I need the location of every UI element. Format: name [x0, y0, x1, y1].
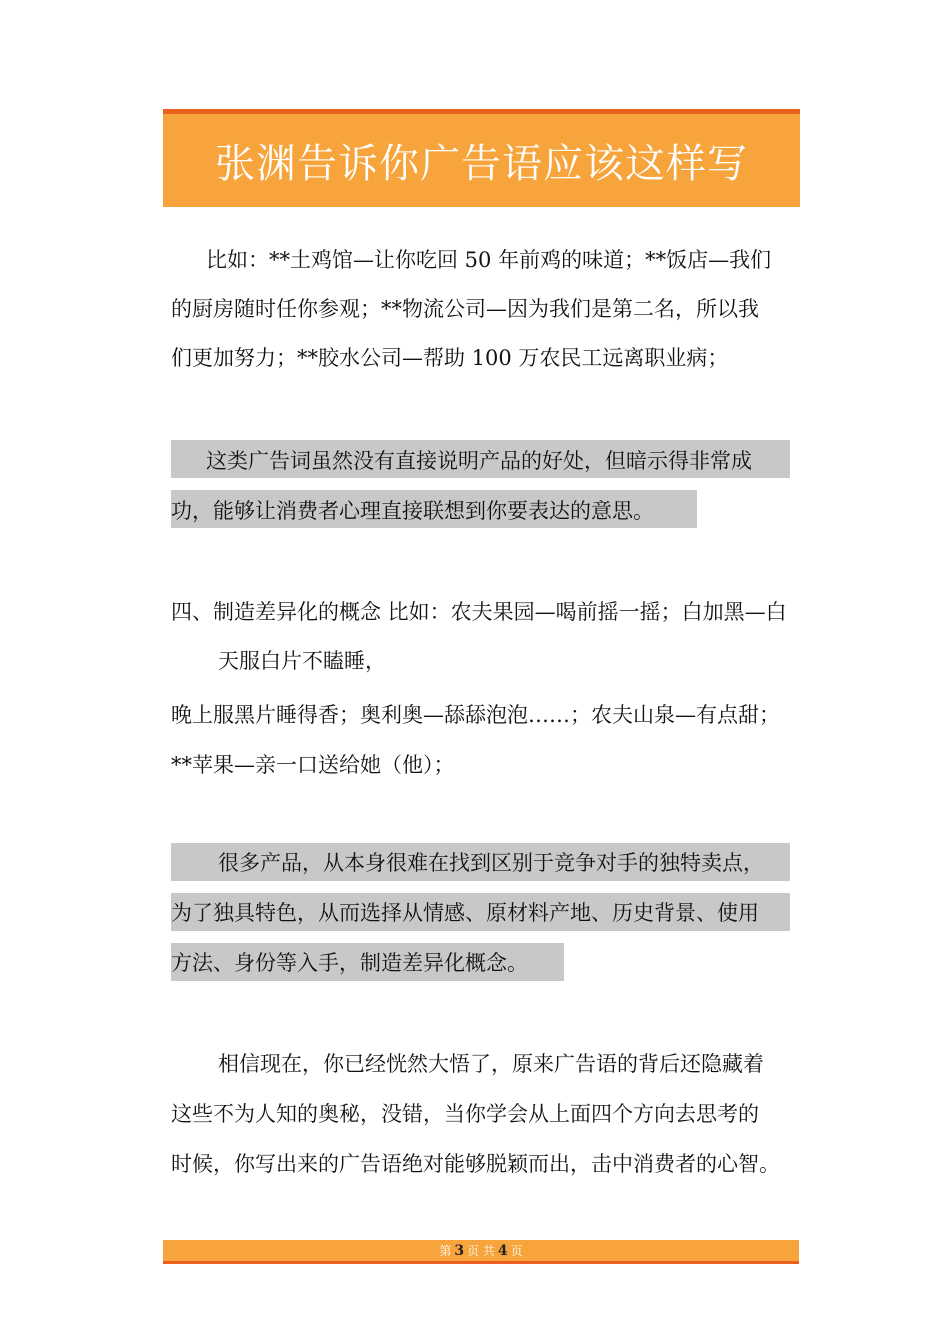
total-pages-number: 4	[497, 1242, 508, 1259]
paragraph-line: 比如：**土鸡馆—让你吃回 50 年前鸡的味道；**饭店—我们	[206, 248, 772, 272]
footer-suffix: 页	[510, 1244, 523, 1258]
title-banner	[163, 109, 800, 207]
paragraph-line: 相信现在，你已经恍然大悟了，原来广告语的背后还隐藏着	[218, 1052, 764, 1076]
paragraph-line: 们更加努力；**胶水公司—帮助 100 万农民工远离职业病；	[171, 346, 729, 370]
paragraph-line: 这些不为人知的奥秘，没错，当你学会从上面四个方向去思考的	[171, 1102, 759, 1126]
page-footer	[163, 1240, 799, 1264]
paragraph-line: **苹果—亲一口送给她（他）；	[171, 753, 455, 777]
highlighted-line: 很多产品，从本身很难在找到区别于竞争对手的独特卖点，	[218, 851, 764, 875]
current-page-number: 3	[454, 1242, 465, 1259]
paragraph-line: 的厨房随时任你参观；**物流公司—因为我们是第二名，所以我	[171, 297, 759, 321]
document-title: 张渊告诉你广告语应该这样写	[215, 141, 748, 187]
highlighted-line: 方法、身份等入手，制造差异化概念。	[171, 951, 528, 975]
footer-prefix: 第	[439, 1244, 452, 1258]
section-heading-line: 四、制造差异化的概念 比如：农夫果园—喝前摇一摇；白加黑—白	[171, 600, 787, 624]
footer-mid: 页 共	[467, 1244, 495, 1258]
paragraph-line: 天服白片不瞌睡，	[218, 649, 386, 673]
highlighted-line: 功，能够让消费者心理直接联想到你要表达的意思。	[171, 499, 654, 523]
paragraph-line: 时候，你写出来的广告语绝对能够脱颖而出，击中消费者的心智。	[171, 1152, 780, 1176]
highlighted-line: 为了独具特色，从而选择从情感、原材料产地、历史背景、使用	[171, 901, 759, 925]
paragraph-line: 晚上服黑片睡得香；奥利奥—舔舔泡泡……；农夫山泉—有点甜；	[171, 703, 780, 727]
highlighted-line: 这类广告词虽然没有直接说明产品的好处，但暗示得非常成	[206, 449, 752, 473]
